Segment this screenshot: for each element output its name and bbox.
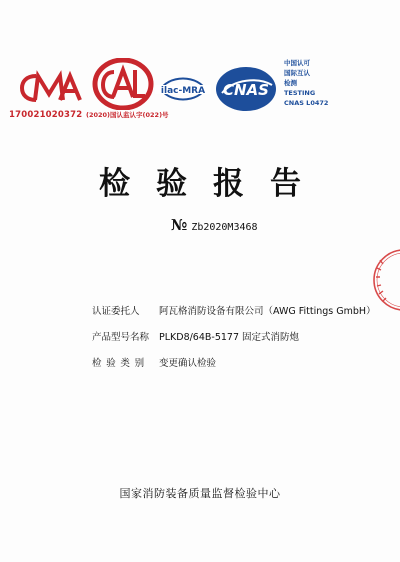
report-number	[171, 215, 258, 234]
ilac-mra-logo	[153, 70, 213, 108]
cnas-line: 中国认可	[284, 59, 310, 67]
field-value: 变更确认检验	[159, 358, 217, 369]
field-product	[92, 329, 392, 355]
cma-number: 170021020372	[9, 110, 83, 120]
field-value: PLKD8/64B-5177 固定式消防炮	[159, 332, 300, 343]
cnas-caption	[284, 58, 328, 108]
field-category	[92, 355, 392, 381]
field-label: 检验类别	[92, 358, 149, 369]
field-label: 认证委托人	[92, 306, 140, 317]
cnas-line: CNAS L0472	[284, 99, 329, 107]
cnas-line: 检测	[284, 79, 297, 87]
cal-logo	[92, 58, 154, 110]
info-fields	[92, 303, 392, 381]
cnas-logo	[214, 65, 278, 113]
number-symbol: №	[171, 216, 188, 234]
cal-number: (2020)国认监认字(022)号	[86, 111, 169, 119]
report-title: 检验报告	[99, 166, 327, 202]
cnas-line: TESTING	[284, 89, 316, 97]
cma-logo	[18, 70, 82, 106]
field-client	[92, 303, 392, 329]
cnas-line: 国际互认	[284, 69, 310, 77]
svg-text:CNAS: CNAS	[223, 81, 269, 99]
field-value: 阿瓦格消防设备有限公司（AWG Fittings GmbH）	[159, 306, 376, 317]
field-label: 产品型号名称	[92, 332, 150, 343]
svg-text:ilac-MRA: ilac-MRA	[160, 86, 206, 96]
report-number-value: Zb2020M3468	[191, 222, 258, 233]
issuing-organization: 国家消防装备质量监督检验中心	[119, 487, 281, 500]
